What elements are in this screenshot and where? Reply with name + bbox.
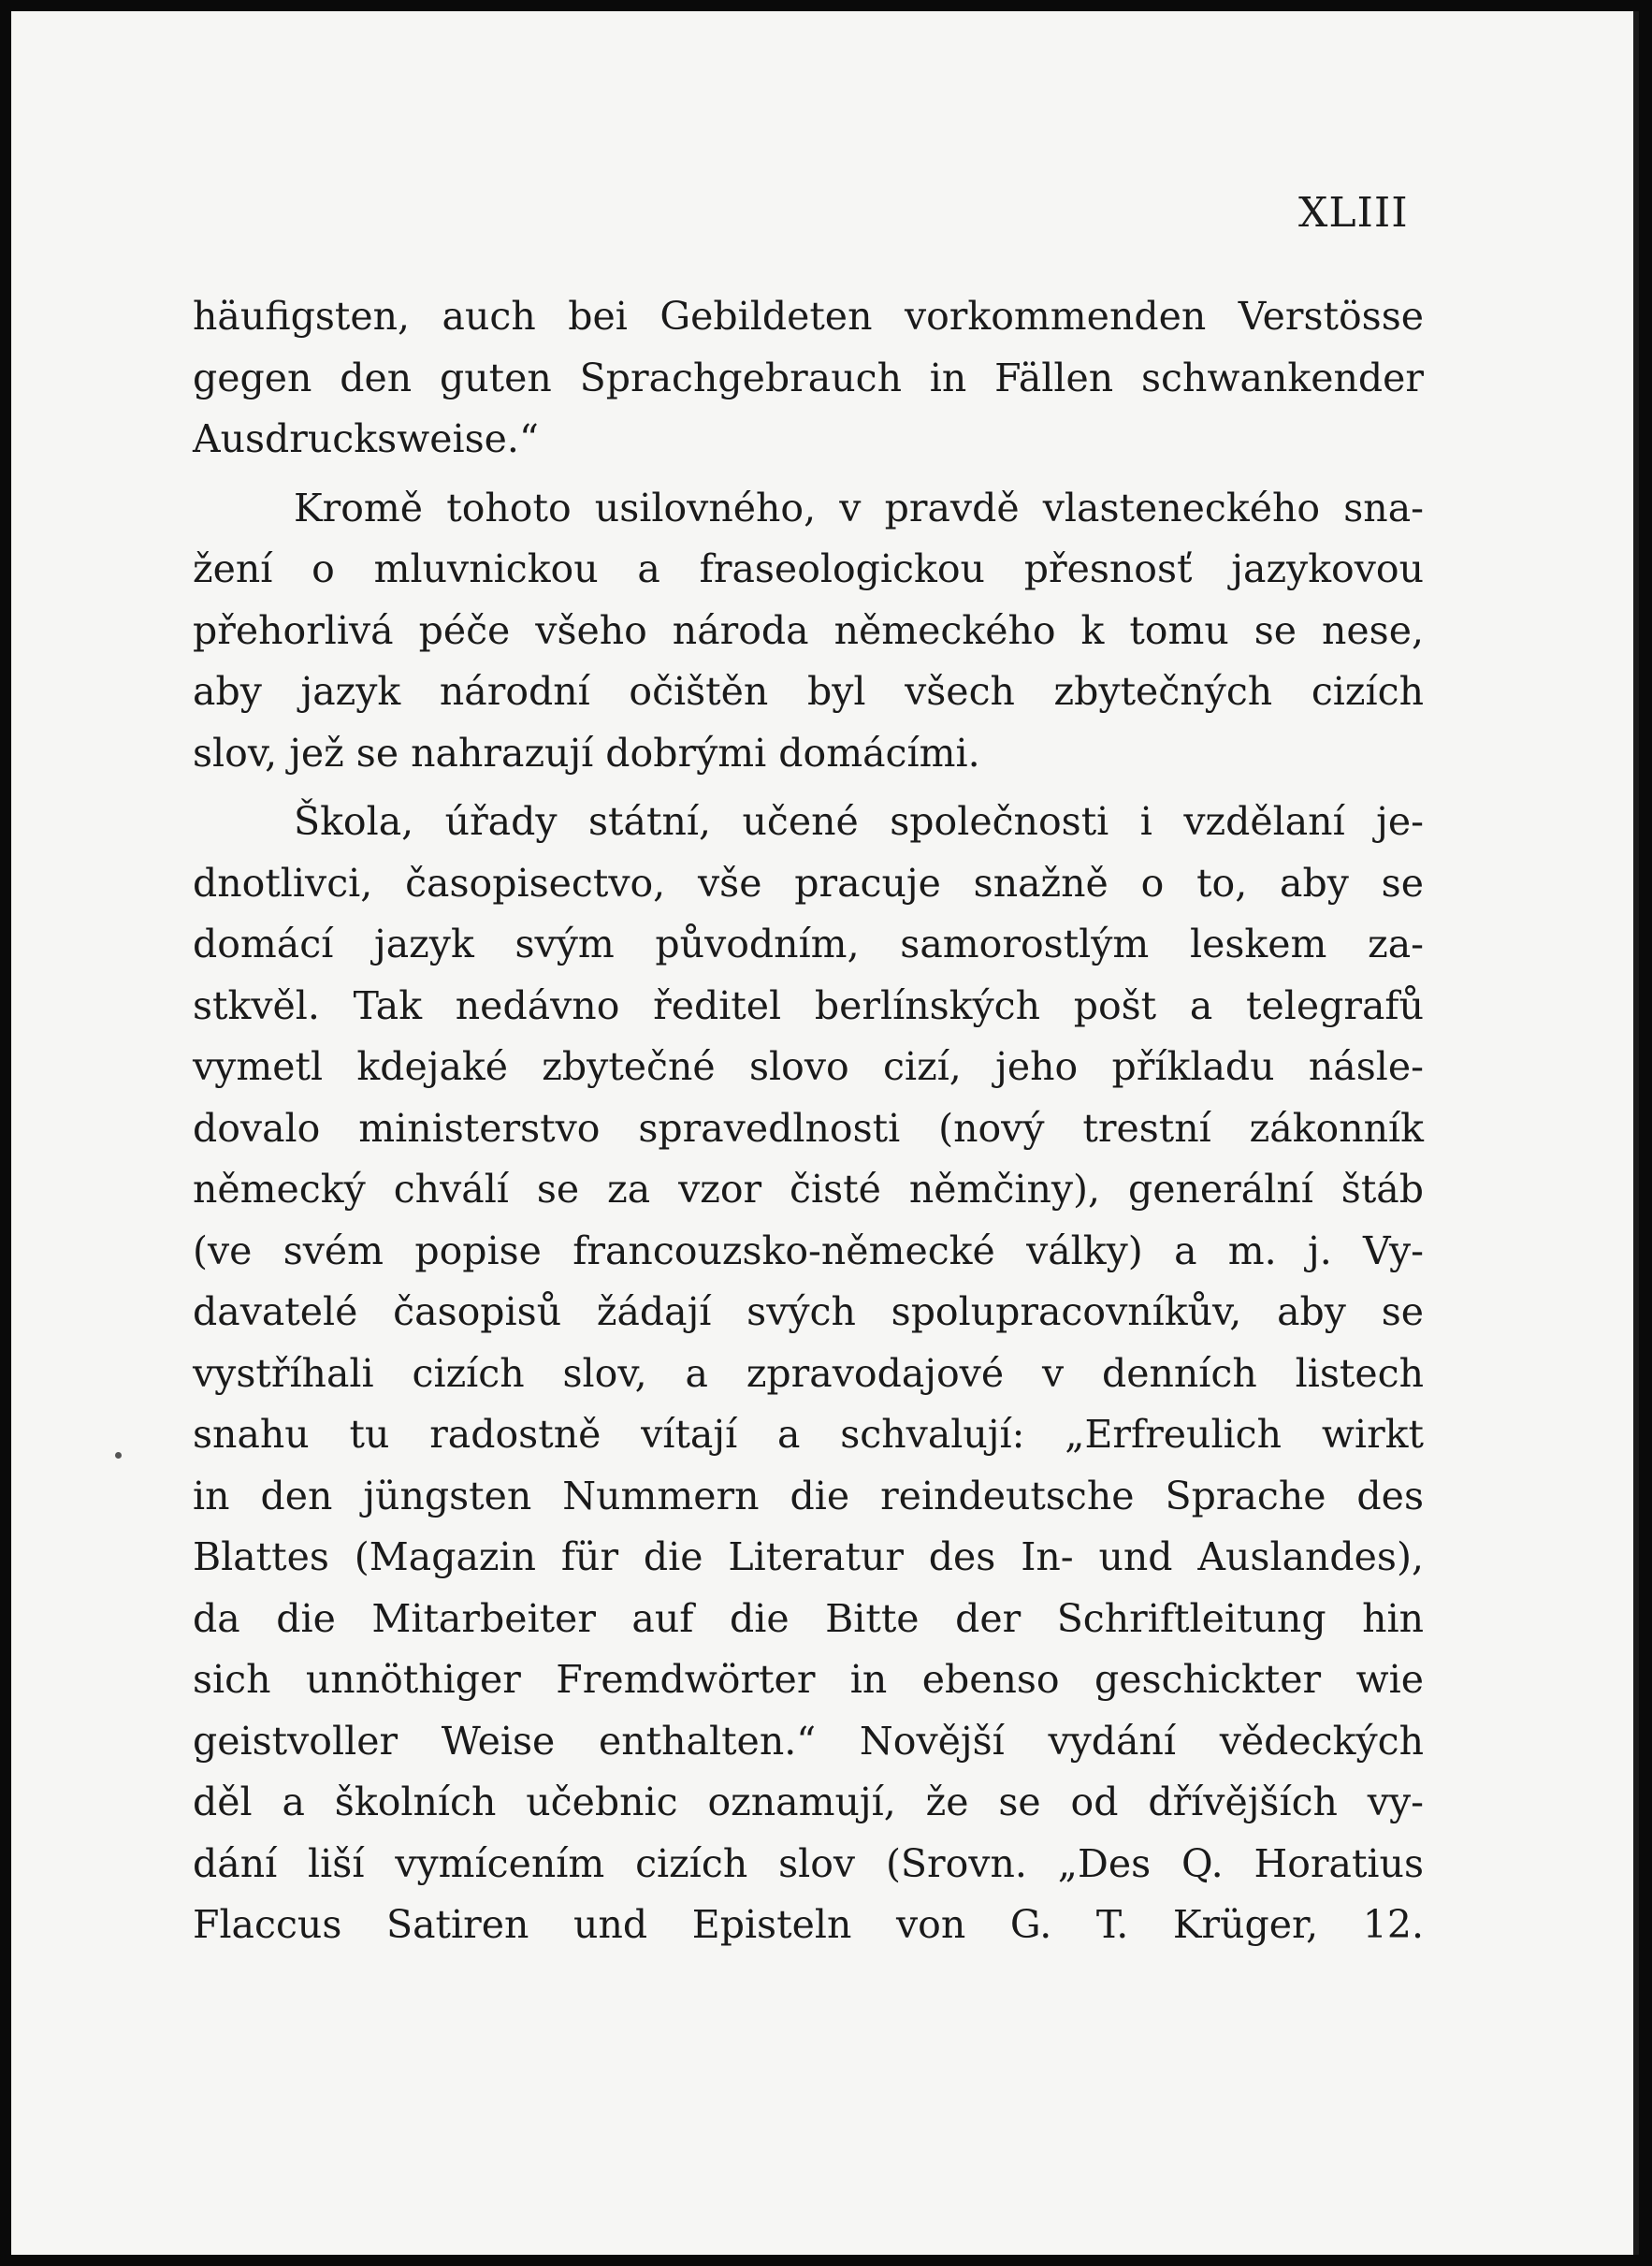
text-line: dání liší vymícením cizích slov (Srovn. „Des Q. Horatius xyxy=(193,1840,1424,1886)
text-line: domácí jazyk svým původním, samorostlým leskem za- xyxy=(193,922,1424,966)
paragraph-3 xyxy=(193,792,1424,1956)
text-line: aby jazyk národní očištěn byl všech zbytečných cizích xyxy=(193,669,1424,714)
text-line: snahu tu radostně vítají a schvalují: „Erfreulich wirkt xyxy=(193,1412,1424,1457)
text-line: stkvěl. Tak nedávno ředitel berlínských pošt a telegrafů xyxy=(193,982,1424,1028)
text-line: Škola, úřady státní, učené společnosti i vzdělaní je- xyxy=(294,799,1424,844)
text-line: Flaccus Satiren und Episteln von G. T. Krüger, 12. xyxy=(193,1902,1424,1947)
body-text xyxy=(193,286,1424,1956)
text-line: vystříhali cizích slov, a zpravodajové v denních listech xyxy=(193,1350,1424,1396)
book-page xyxy=(11,11,1639,2255)
margin-speck xyxy=(115,1452,122,1459)
text-line: dnotlivci, časopisectvo, vše pracuje snažně o to, aby se xyxy=(193,860,1424,906)
text-line: německý chválí se za vzor čisté němčiny), generální štáb xyxy=(193,1167,1424,1212)
text-line: Blattes (Magazin für die Literatur des In- und Auslandes), xyxy=(193,1534,1424,1579)
paragraph-2 xyxy=(193,478,1424,785)
text-line: häufigsten, auch bei Gebildeten vorkommenden Verstösse xyxy=(193,294,1424,339)
text-line: da die Mitarbeiter auf die Bitte der Schriftleitung hin xyxy=(193,1595,1424,1641)
text-line: gegen den guten Sprachgebrauch in Fällen schwankender xyxy=(193,355,1424,400)
text-line: davatelé časopisů žádají svých spolupracovníkův, aby se xyxy=(193,1289,1424,1334)
text-line: slov, jež se nahrazují dobrými domácími. xyxy=(193,730,980,776)
text-line: geistvoller Weise enthalten.“ Novější vydání vědeckých xyxy=(193,1718,1424,1764)
text-line: sich unnöthiger Fremdwörter in ebenso geschickter wie xyxy=(193,1657,1424,1702)
text-line: in den jüngsten Nummern die reindeutsche Sprache des xyxy=(193,1473,1424,1518)
text-line: žení o mluvnickou a fraseologickou přesnosť jazykovou xyxy=(193,546,1424,591)
text-line: Kromě tohoto usilovného, v pravdě vlasteneckého sna- xyxy=(294,485,1424,530)
text-line: děl a školních učebnic oznamují, že se od dřívějších vy- xyxy=(193,1779,1424,1824)
text-line: dovalo ministerstvo spravedlnosti (nový trestní zákonník xyxy=(193,1105,1424,1151)
text-line: Ausdrucksweise.“ xyxy=(193,416,539,461)
text-line: (ve svém popise francouzsko-německé války) a m. j. Vy- xyxy=(193,1227,1424,1273)
text-line: vymetl kdejaké zbytečné slovo cizí, jeho příkladu násle- xyxy=(193,1044,1424,1089)
page-number: XLIII xyxy=(1298,189,1409,237)
text-line: přehorlivá péče všeho národa německého k tomu se nese, xyxy=(193,607,1424,653)
paragraph-1 xyxy=(193,286,1424,471)
